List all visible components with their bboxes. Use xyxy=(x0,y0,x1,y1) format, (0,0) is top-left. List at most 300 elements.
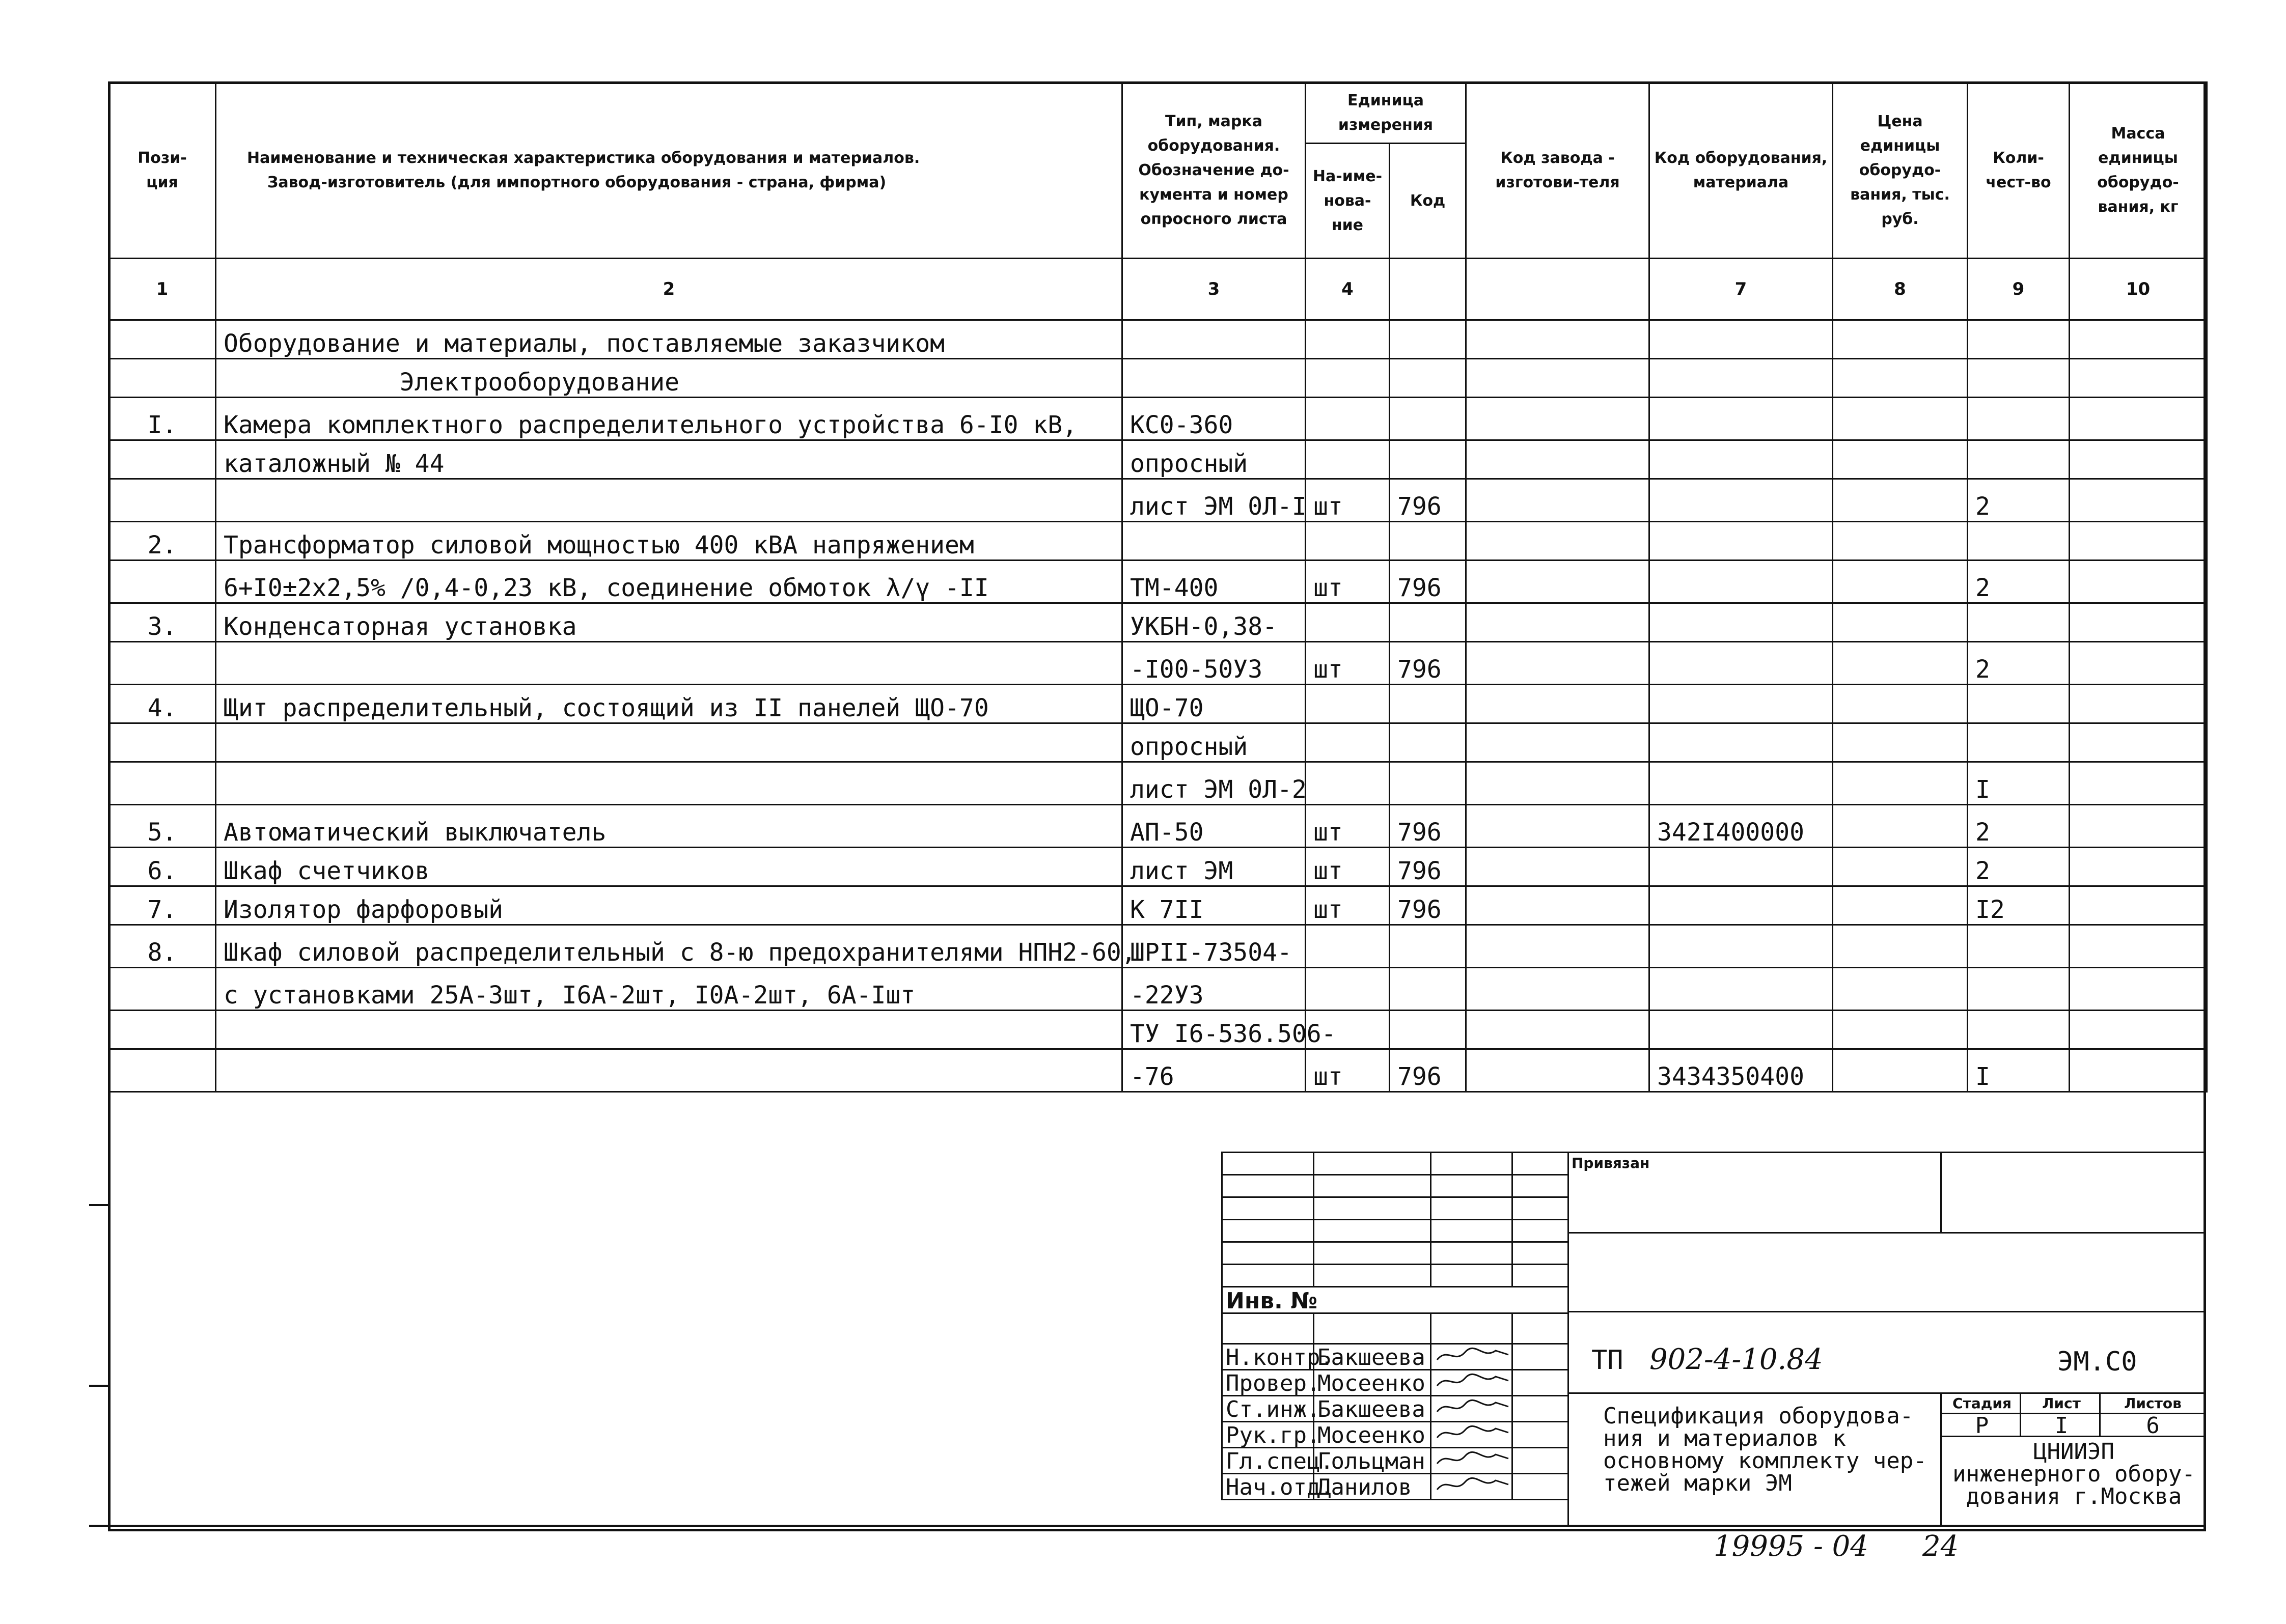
table-row xyxy=(109,848,2207,886)
archive-number: 19995 - 04 xyxy=(1714,1530,1868,1563)
document-mark: ЭМ.С0 xyxy=(2057,1347,2137,1377)
grid-cell xyxy=(1431,1313,1512,1344)
price-cell xyxy=(1833,762,1968,805)
unit-code-cell xyxy=(1390,603,1466,642)
price-cell xyxy=(1833,398,1968,440)
signature-name: Бакшеева xyxy=(1314,1396,1431,1422)
grid-cell xyxy=(1314,1197,1431,1220)
signature-mark xyxy=(1431,1474,1512,1500)
equipment-code-cell xyxy=(1649,479,1833,522)
unit-code-cell xyxy=(1390,398,1466,440)
stage-value: Р xyxy=(1975,1413,1989,1439)
price-cell xyxy=(1833,723,1968,762)
mass-cell xyxy=(2070,805,2207,848)
price-cell xyxy=(1833,1049,1968,1092)
signature-date xyxy=(1512,1474,1568,1500)
price-cell xyxy=(1833,848,1968,886)
factory-code-cell xyxy=(1466,805,1649,848)
factory-code-cell xyxy=(1466,1011,1649,1049)
unit-cell xyxy=(1306,762,1390,805)
signature-date xyxy=(1512,1422,1568,1448)
quantity-cell xyxy=(1968,320,2070,359)
equipment-code-cell: 342I400000 xyxy=(1649,805,1833,848)
name-cell: Изолятор фарфоровый xyxy=(216,886,1122,925)
signature-date xyxy=(1512,1448,1568,1474)
signature-role: Н.контр. xyxy=(1222,1344,1314,1370)
quantity-cell: I xyxy=(1968,762,2070,805)
quantity-cell xyxy=(1968,440,2070,479)
mass-cell xyxy=(2070,642,2207,685)
sheet-value: I xyxy=(2054,1413,2069,1439)
signature-mark xyxy=(1431,1396,1512,1422)
mass-cell xyxy=(2070,762,2207,805)
stage-label: Стадия xyxy=(1952,1395,2012,1412)
factory-code-cell xyxy=(1466,1049,1649,1092)
blank-grid-row xyxy=(1222,1175,1568,1197)
column-number xyxy=(1390,259,1466,320)
unit-code-cell: 796 xyxy=(1390,1049,1466,1092)
factory-code-cell xyxy=(1466,320,1649,359)
type-cell: опросный xyxy=(1122,723,1306,762)
price-cell xyxy=(1833,1011,1968,1049)
type-cell: К 7II xyxy=(1122,886,1306,925)
type-cell xyxy=(1122,522,1306,561)
sheets-value: 6 xyxy=(2146,1413,2160,1439)
header-name-line2: Завод-изготовитель (для импортного оборудования - страна, фирма) xyxy=(267,173,887,191)
unit-code-cell xyxy=(1390,968,1466,1011)
quantity-cell xyxy=(1968,925,2070,968)
quantity-cell: 2 xyxy=(1968,805,2070,848)
table-row xyxy=(109,723,2207,762)
equipment-code-cell xyxy=(1649,762,1833,805)
type-cell: опросный xyxy=(1122,440,1306,479)
quantity-cell: 2 xyxy=(1968,561,2070,603)
position-cell xyxy=(109,1049,216,1092)
grid-cell xyxy=(1222,1242,1314,1265)
position-cell xyxy=(109,320,216,359)
table-row xyxy=(109,320,2207,359)
column-number: 3 xyxy=(1122,259,1306,320)
type-cell xyxy=(1122,359,1306,398)
unit-code-cell xyxy=(1390,320,1466,359)
table-row xyxy=(109,522,2207,561)
price-cell xyxy=(1833,440,1968,479)
name-cell: Электрооборудование xyxy=(216,359,1122,398)
header-unit-code: Код xyxy=(1390,144,1466,259)
header-unit-name: На-име-нова-ние xyxy=(1306,144,1390,259)
name-cell: Конденсаторная установка xyxy=(216,603,1122,642)
inventory-label: Инв. № xyxy=(1222,1287,1568,1313)
grid-cell xyxy=(1512,1197,1568,1220)
mass-cell xyxy=(2070,925,2207,968)
equipment-code-cell xyxy=(1649,603,1833,642)
table-row xyxy=(109,561,2207,603)
position-cell xyxy=(109,440,216,479)
mass-cell xyxy=(2070,398,2207,440)
grid-cell xyxy=(1431,1265,1512,1287)
factory-code-cell xyxy=(1466,642,1649,685)
grid-cell xyxy=(1314,1313,1431,1344)
mass-cell xyxy=(2070,561,2207,603)
organization: ЦНИИЭП инженерного обору- дования г.Москва xyxy=(1952,1439,2195,1509)
price-cell xyxy=(1833,685,1968,723)
quantity-cell xyxy=(1968,1011,2070,1049)
blank-grid-row xyxy=(1222,1220,1568,1242)
quantity-cell xyxy=(1968,968,2070,1011)
sheets-label: Листов xyxy=(2124,1395,2182,1412)
equipment-code-cell xyxy=(1649,886,1833,925)
position-cell: 3. xyxy=(109,603,216,642)
factory-code-cell xyxy=(1466,522,1649,561)
signature-role: Гл.спец. xyxy=(1222,1448,1314,1474)
mass-cell xyxy=(2070,522,2207,561)
signature-name: Бакшеева xyxy=(1314,1344,1431,1370)
position-cell xyxy=(109,968,216,1011)
table-row xyxy=(109,886,2207,925)
unit-code-cell xyxy=(1390,359,1466,398)
blank-grid-row xyxy=(1222,1197,1568,1220)
unit-cell xyxy=(1306,968,1390,1011)
grid-cell xyxy=(1512,1265,1568,1287)
grid-cell xyxy=(1431,1175,1512,1197)
equipment-code-cell xyxy=(1649,1011,1833,1049)
unit-cell xyxy=(1306,723,1390,762)
quantity-cell xyxy=(1968,723,2070,762)
unit-cell xyxy=(1306,440,1390,479)
price-cell xyxy=(1833,359,1968,398)
quantity-cell: I2 xyxy=(1968,886,2070,925)
grid-cell xyxy=(1512,1153,1568,1175)
unit-code-cell xyxy=(1390,685,1466,723)
mass-cell xyxy=(2070,848,2207,886)
position-cell: 7. xyxy=(109,886,216,925)
signature-role: Нач.отд. xyxy=(1222,1474,1314,1500)
header-name xyxy=(216,82,1122,259)
quantity-cell xyxy=(1968,398,2070,440)
position-cell xyxy=(109,359,216,398)
table-row xyxy=(109,359,2207,398)
price-cell xyxy=(1833,603,1968,642)
blank-grid-row xyxy=(1222,1313,1568,1344)
quantity-cell: 2 xyxy=(1968,479,2070,522)
factory-code-cell xyxy=(1466,561,1649,603)
grid-cell xyxy=(1512,1175,1568,1197)
column-numbers-row xyxy=(109,259,2207,320)
title-line xyxy=(2020,1392,2021,1436)
price-cell xyxy=(1833,886,1968,925)
equipment-code-cell: 3434350400 xyxy=(1649,1049,1833,1092)
unit-cell xyxy=(1306,603,1390,642)
mass-cell xyxy=(2070,1049,2207,1092)
price-cell xyxy=(1833,642,1968,685)
table-row xyxy=(109,603,2207,642)
signature-name: Гольцман xyxy=(1314,1448,1431,1474)
position-cell xyxy=(109,762,216,805)
unit-cell: шт xyxy=(1306,642,1390,685)
unit-code-cell: 796 xyxy=(1390,642,1466,685)
grid-cell xyxy=(1314,1220,1431,1242)
signature-row xyxy=(1222,1396,1568,1422)
signature-name: Мосеенко xyxy=(1314,1370,1431,1396)
equipment-code-cell xyxy=(1649,723,1833,762)
signature-row xyxy=(1222,1422,1568,1448)
signature-role: Рук.гр. xyxy=(1222,1422,1314,1448)
unit-code-cell xyxy=(1390,440,1466,479)
factory-code-cell xyxy=(1466,886,1649,925)
signature-mark xyxy=(1431,1370,1512,1396)
signature-name: Мосеенко xyxy=(1314,1422,1431,1448)
signature-row xyxy=(1222,1370,1568,1396)
position-cell: 8. xyxy=(109,925,216,968)
type-cell: -76 xyxy=(1122,1049,1306,1092)
grid-cell xyxy=(1314,1265,1431,1287)
table-row xyxy=(109,398,2207,440)
equipment-code-cell xyxy=(1649,642,1833,685)
attached-label: Привязан xyxy=(1572,1155,1650,1171)
name-cell xyxy=(216,479,1122,522)
title-line xyxy=(1567,1311,2206,1312)
name-cell: Трансформатор силовой мощностью 400 кВА напряжением xyxy=(216,522,1122,561)
factory-code-cell xyxy=(1466,359,1649,398)
position-cell xyxy=(109,1011,216,1049)
quantity-cell: 2 xyxy=(1968,642,2070,685)
factory-code-cell xyxy=(1466,479,1649,522)
title-line xyxy=(1567,1232,2206,1234)
grid-cell xyxy=(1314,1242,1431,1265)
margin-tick xyxy=(89,1385,109,1387)
column-number: 9 xyxy=(1968,259,2070,320)
mass-cell xyxy=(2070,1011,2207,1049)
mass-cell xyxy=(2070,320,2207,359)
grid-cell xyxy=(1314,1153,1431,1175)
mass-cell xyxy=(2070,886,2207,925)
header-equipment-code: Код оборудования, материала xyxy=(1649,82,1833,259)
type-cell xyxy=(1122,320,1306,359)
name-cell xyxy=(216,762,1122,805)
table-row xyxy=(109,685,2207,723)
quantity-cell xyxy=(1968,522,2070,561)
signature-row xyxy=(1222,1344,1568,1370)
header-mass: Масса единицы оборудо-вания, кг xyxy=(2070,82,2207,259)
position-cell xyxy=(109,479,216,522)
grid-cell xyxy=(1431,1197,1512,1220)
page-number: 24 xyxy=(1922,1530,1959,1563)
equipment-code-cell xyxy=(1649,440,1833,479)
type-cell: лист ЭМ xyxy=(1122,848,1306,886)
column-number: 2 xyxy=(216,259,1122,320)
grid-cell xyxy=(1222,1153,1314,1175)
name-cell xyxy=(216,642,1122,685)
unit-cell: шт xyxy=(1306,1049,1390,1092)
type-cell: лист ЭМ 0Л-2 xyxy=(1122,762,1306,805)
quantity-cell: I xyxy=(1968,1049,2070,1092)
signature-mark xyxy=(1431,1344,1512,1370)
signature-date xyxy=(1512,1396,1568,1422)
title-line xyxy=(1940,1152,1942,1232)
grid-cell xyxy=(1222,1175,1314,1197)
name-cell xyxy=(216,1049,1122,1092)
factory-code-cell xyxy=(1466,603,1649,642)
name-cell: Оборудование и материалы, поставляемые заказчиком xyxy=(216,320,1122,359)
equipment-code-cell xyxy=(1649,398,1833,440)
type-cell: лист ЭМ 0Л-I xyxy=(1122,479,1306,522)
unit-code-cell xyxy=(1390,522,1466,561)
grid-cell xyxy=(1222,1265,1314,1287)
type-cell: -22У3 xyxy=(1122,968,1306,1011)
unit-code-cell: 796 xyxy=(1390,886,1466,925)
price-cell xyxy=(1833,522,1968,561)
mass-cell xyxy=(2070,968,2207,1011)
unit-cell xyxy=(1306,925,1390,968)
signature-icon xyxy=(1435,1345,1511,1365)
equipment-code-cell xyxy=(1649,685,1833,723)
grid-cell xyxy=(1431,1220,1512,1242)
column-number: 10 xyxy=(2070,259,2207,320)
type-cell: КС0-360 xyxy=(1122,398,1306,440)
title-line xyxy=(1567,1392,2206,1394)
specification-table xyxy=(108,81,2208,1093)
table-row xyxy=(109,479,2207,522)
equipment-code-cell xyxy=(1649,320,1833,359)
type-cell: АП-50 xyxy=(1122,805,1306,848)
unit-code-cell: 796 xyxy=(1390,561,1466,603)
equipment-code-cell xyxy=(1649,522,1833,561)
type-cell: ШРII-73504- xyxy=(1122,925,1306,968)
name-cell: Камера комплектного распределительного устройства 6-I0 кВ, xyxy=(216,398,1122,440)
approval-grid xyxy=(1221,1152,1569,1500)
mass-cell xyxy=(2070,479,2207,522)
unit-cell xyxy=(1306,320,1390,359)
grid-cell xyxy=(1431,1242,1512,1265)
signature-name: Данилов xyxy=(1314,1474,1431,1500)
mass-cell xyxy=(2070,603,2207,642)
factory-code-cell xyxy=(1466,398,1649,440)
signature-icon xyxy=(1435,1474,1511,1495)
signature-mark xyxy=(1431,1422,1512,1448)
unit-cell xyxy=(1306,359,1390,398)
table-row xyxy=(109,762,2207,805)
equipment-code-cell xyxy=(1649,925,1833,968)
mass-cell xyxy=(2070,359,2207,398)
header-factory-code: Код завода - изготови-теля xyxy=(1466,82,1649,259)
position-cell: I. xyxy=(109,398,216,440)
unit-code-cell xyxy=(1390,762,1466,805)
unit-cell: шт xyxy=(1306,805,1390,848)
position-cell: 4. xyxy=(109,685,216,723)
position-cell xyxy=(109,642,216,685)
position-cell: 5. xyxy=(109,805,216,848)
table-row xyxy=(109,1011,2207,1049)
grid-cell xyxy=(1314,1175,1431,1197)
quantity-cell xyxy=(1968,685,2070,723)
signature-role: Провер. xyxy=(1222,1370,1314,1396)
signature-icon xyxy=(1435,1422,1511,1443)
signature-icon xyxy=(1435,1448,1511,1469)
inventory-row xyxy=(1222,1287,1568,1313)
factory-code-cell xyxy=(1466,723,1649,762)
unit-code-cell: 796 xyxy=(1390,848,1466,886)
name-cell: Щит распределительный, состоящий из II панелей ЩО-70 xyxy=(216,685,1122,723)
factory-code-cell xyxy=(1466,440,1649,479)
unit-cell: шт xyxy=(1306,561,1390,603)
table-row xyxy=(109,968,2207,1011)
position-cell: 6. xyxy=(109,848,216,886)
quantity-cell xyxy=(1968,359,2070,398)
quantity-cell: 2 xyxy=(1968,848,2070,886)
factory-code-cell xyxy=(1466,968,1649,1011)
table-row xyxy=(109,642,2207,685)
unit-cell: шт xyxy=(1306,886,1390,925)
signature-icon xyxy=(1435,1370,1511,1391)
header-quantity: Коли-чест-во xyxy=(1968,82,2070,259)
price-cell xyxy=(1833,320,1968,359)
blank-grid-row xyxy=(1222,1265,1568,1287)
header-unit: Единица измерения xyxy=(1306,82,1466,144)
column-number xyxy=(1466,259,1649,320)
name-cell: с установками 25А-3шт, I6А-2шт, I0А-2шт, 6А-Iшт xyxy=(216,968,1122,1011)
unit-code-cell xyxy=(1390,925,1466,968)
doc-number-handwritten: 902-4-10.84 xyxy=(1649,1343,1823,1376)
name-cell: Шкаф силовой распределительный с 8-ю предохранителями НПН2-60, xyxy=(216,925,1122,968)
header-name-line1: Наименование и техническая характеристика оборудования и материалов. xyxy=(247,149,920,167)
name-cell: Автоматический выключатель xyxy=(216,805,1122,848)
table-row xyxy=(109,1049,2207,1092)
price-cell xyxy=(1833,925,1968,968)
grid-cell xyxy=(1222,1220,1314,1242)
position-cell xyxy=(109,723,216,762)
unit-code-cell: 796 xyxy=(1390,805,1466,848)
signature-row xyxy=(1222,1474,1568,1500)
unit-cell xyxy=(1306,522,1390,561)
name-cell: 6+I0±2x2,5% /0,4-0,23 кВ, соединение обмоток λ/ү -II xyxy=(216,561,1122,603)
signature-date xyxy=(1512,1344,1568,1370)
factory-code-cell xyxy=(1466,848,1649,886)
doc-prefix: ТП xyxy=(1591,1345,1623,1376)
grid-cell xyxy=(1512,1313,1568,1344)
unit-cell: шт xyxy=(1306,479,1390,522)
type-cell: ТМ-400 xyxy=(1122,561,1306,603)
factory-code-cell xyxy=(1466,762,1649,805)
column-number: 1 xyxy=(109,259,216,320)
unit-cell: шт xyxy=(1306,848,1390,886)
position-cell: 2. xyxy=(109,522,216,561)
title-line xyxy=(2099,1392,2101,1436)
grid-cell xyxy=(1431,1153,1512,1175)
equipment-code-cell xyxy=(1649,561,1833,603)
equipment-code-cell xyxy=(1649,359,1833,398)
equipment-code-cell xyxy=(1649,848,1833,886)
name-cell xyxy=(216,723,1122,762)
unit-cell xyxy=(1306,398,1390,440)
header-price: Цена единицы оборудо-вания, тыс. руб. xyxy=(1833,82,1968,259)
type-cell: УКБН-0,38- xyxy=(1122,603,1306,642)
mass-cell xyxy=(2070,685,2207,723)
unit-code-cell xyxy=(1390,723,1466,762)
specification-rows xyxy=(109,320,2207,1092)
signature-mark xyxy=(1431,1448,1512,1474)
signature-date xyxy=(1512,1370,1568,1396)
price-cell xyxy=(1833,968,1968,1011)
mass-cell xyxy=(2070,723,2207,762)
type-cell: ТУ I6-536.506- xyxy=(1122,1011,1306,1049)
grid-cell xyxy=(1222,1197,1314,1220)
type-cell: ЩО-70 xyxy=(1122,685,1306,723)
unit-code-cell: 796 xyxy=(1390,479,1466,522)
signature-role: Ст.инж. xyxy=(1222,1396,1314,1422)
document-description: Спецификация оборудова- ния и материалов к основному комплекту чер- тежей марки ЭМ xyxy=(1603,1403,1927,1496)
column-number: 8 xyxy=(1833,259,1968,320)
equipment-code-cell xyxy=(1649,968,1833,1011)
